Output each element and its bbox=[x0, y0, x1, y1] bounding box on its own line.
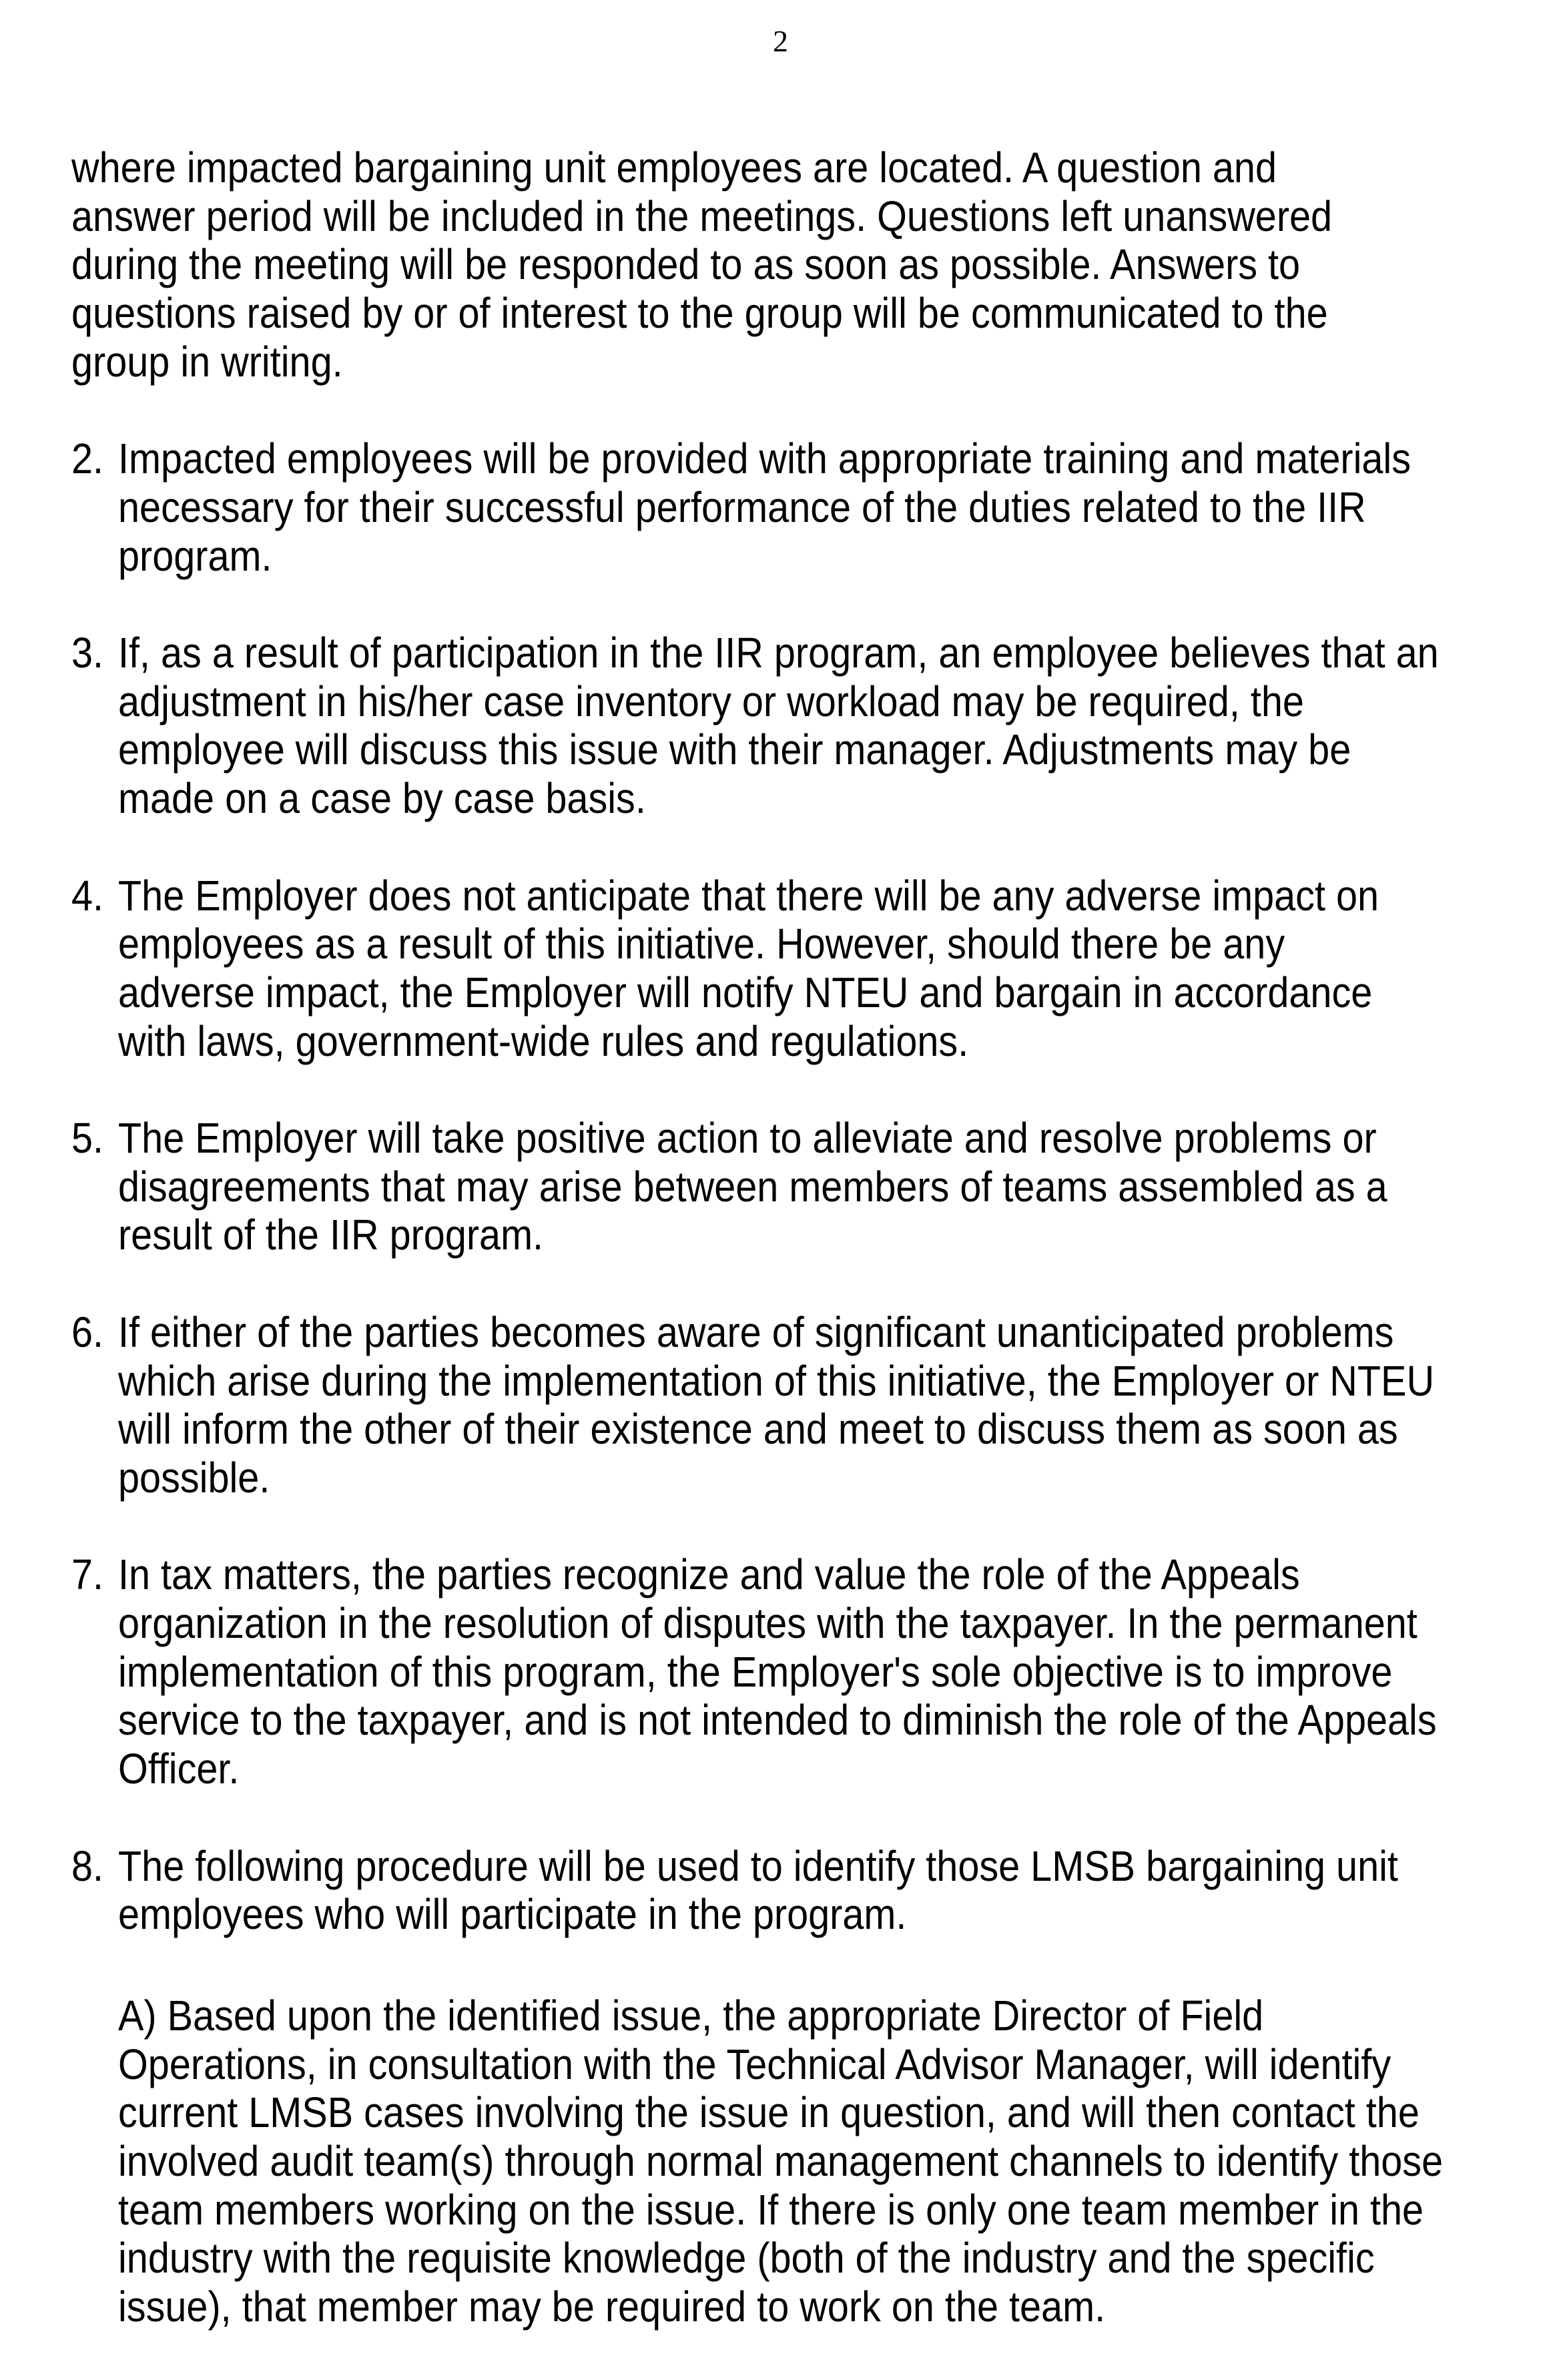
text-line: Impacted employees will be provided with appropriate training and materials bbox=[118, 434, 1412, 483]
document-body bbox=[71, 143, 1540, 2380]
text-line: adjustment in his/her case inventory or workload may be required, the bbox=[118, 677, 1304, 725]
subitem-a bbox=[71, 1992, 1540, 2331]
page-number: 2 bbox=[773, 24, 788, 58]
item-number: 5. bbox=[71, 1114, 104, 1162]
text-line: questions raised by or of interest to the group will be communicated to the bbox=[71, 289, 1328, 338]
text-line: employees who will participate in the program. bbox=[118, 1890, 907, 1939]
text-line: with laws, government-wide rules and regulations. bbox=[118, 1016, 969, 1065]
text-line: If, as a result of participation in the IIR program, an employee believes that an bbox=[118, 629, 1439, 677]
item-number: 4. bbox=[71, 871, 104, 920]
text-line: will inform the other of their existence and meet to discuss them as soon as bbox=[118, 1405, 1398, 1454]
list-item bbox=[71, 1842, 1540, 2331]
list-item bbox=[71, 434, 1540, 580]
item-number: 3. bbox=[71, 629, 104, 677]
text-line: implementation of this program, the Employer's sole objective is to improve bbox=[118, 1647, 1393, 1696]
text-line: made on a case by case basis. bbox=[118, 774, 646, 823]
text-line: group in writing. bbox=[71, 337, 343, 386]
text-line: organization in the resolution of disputes with the taxpayer. In the permanent bbox=[118, 1599, 1418, 1647]
text-line: Officer. bbox=[118, 1745, 240, 1793]
text-line: possible. bbox=[118, 1453, 270, 1502]
text-line: current LMSB cases involving the issue in question, and will then contact the bbox=[118, 2088, 1420, 2137]
list-item bbox=[71, 1114, 1540, 1259]
text-line: service to the taxpayer, and is not intended to diminish the role of the Appeals bbox=[118, 1696, 1437, 1745]
text-line: industry with the requisite knowledge (both of the industry and the specific bbox=[118, 2234, 1375, 2283]
item-number: 8. bbox=[71, 1841, 104, 1890]
text-line: issue), that member may be required to work on the team. bbox=[118, 2283, 1106, 2331]
text-line: Operations, in consultation with the Technical Advisor Manager, will identify bbox=[118, 2040, 1391, 2088]
text-line: If either of the parties becomes aware of significant unanticipated problems bbox=[118, 1307, 1394, 1356]
item-number: 7. bbox=[71, 1550, 104, 1599]
text-line: program. bbox=[118, 531, 272, 580]
list-item bbox=[71, 872, 1540, 1066]
text-line: answer period will be included in the meetings. Questions left unanswered bbox=[71, 192, 1333, 240]
item-number: 2. bbox=[71, 434, 104, 483]
text-line: which arise during the implementation of this initiative, the Employer or NTEU bbox=[118, 1356, 1435, 1405]
text-line: The following procedure will be used to identify those LMSB bargaining unit bbox=[118, 1841, 1398, 1890]
text-line: adverse impact, the Employer will notify NTEU and bargain in accordance bbox=[118, 968, 1373, 1016]
numbered-list bbox=[71, 434, 1540, 2331]
text-line: A) Based upon the identified issue, the appropriate Director of Field bbox=[118, 1991, 1264, 2040]
text-line: The Employer will take positive action to alleviate and resolve problems or bbox=[118, 1114, 1377, 1162]
text-line: The Employer does not anticipate that there will be any adverse impact on bbox=[118, 871, 1379, 920]
text-line: involved audit team(s) through normal management channels to identify those bbox=[118, 2137, 1444, 2186]
text-line: during the meeting will be responded to as soon as possible. Answers to bbox=[71, 240, 1301, 289]
text-line: employee will discuss this issue with their manager. Adjustments may be bbox=[118, 725, 1351, 774]
text-line: result of the IIR program. bbox=[118, 1211, 544, 1259]
text-line: where impacted bargaining unit employees are located. A question and bbox=[71, 143, 1277, 192]
text-line: In tax matters, the parties recognize and value the role of the Appeals bbox=[118, 1550, 1300, 1599]
text-line: team members working on the issue. If there is only one team member in the bbox=[118, 2185, 1424, 2234]
list-item bbox=[71, 1550, 1540, 1793]
item-number: 6. bbox=[71, 1307, 104, 1356]
text-line: necessary for their successful performance of the duties related to the IIR bbox=[118, 483, 1366, 531]
list-item bbox=[71, 1308, 1540, 1502]
text-line: disagreements that may arise between members of teams assembled as a bbox=[118, 1162, 1387, 1211]
text-line: employees as a result of this initiative. However, should there be any bbox=[118, 920, 1285, 968]
list-item bbox=[71, 629, 1540, 823]
intro-paragraph bbox=[71, 143, 1540, 386]
